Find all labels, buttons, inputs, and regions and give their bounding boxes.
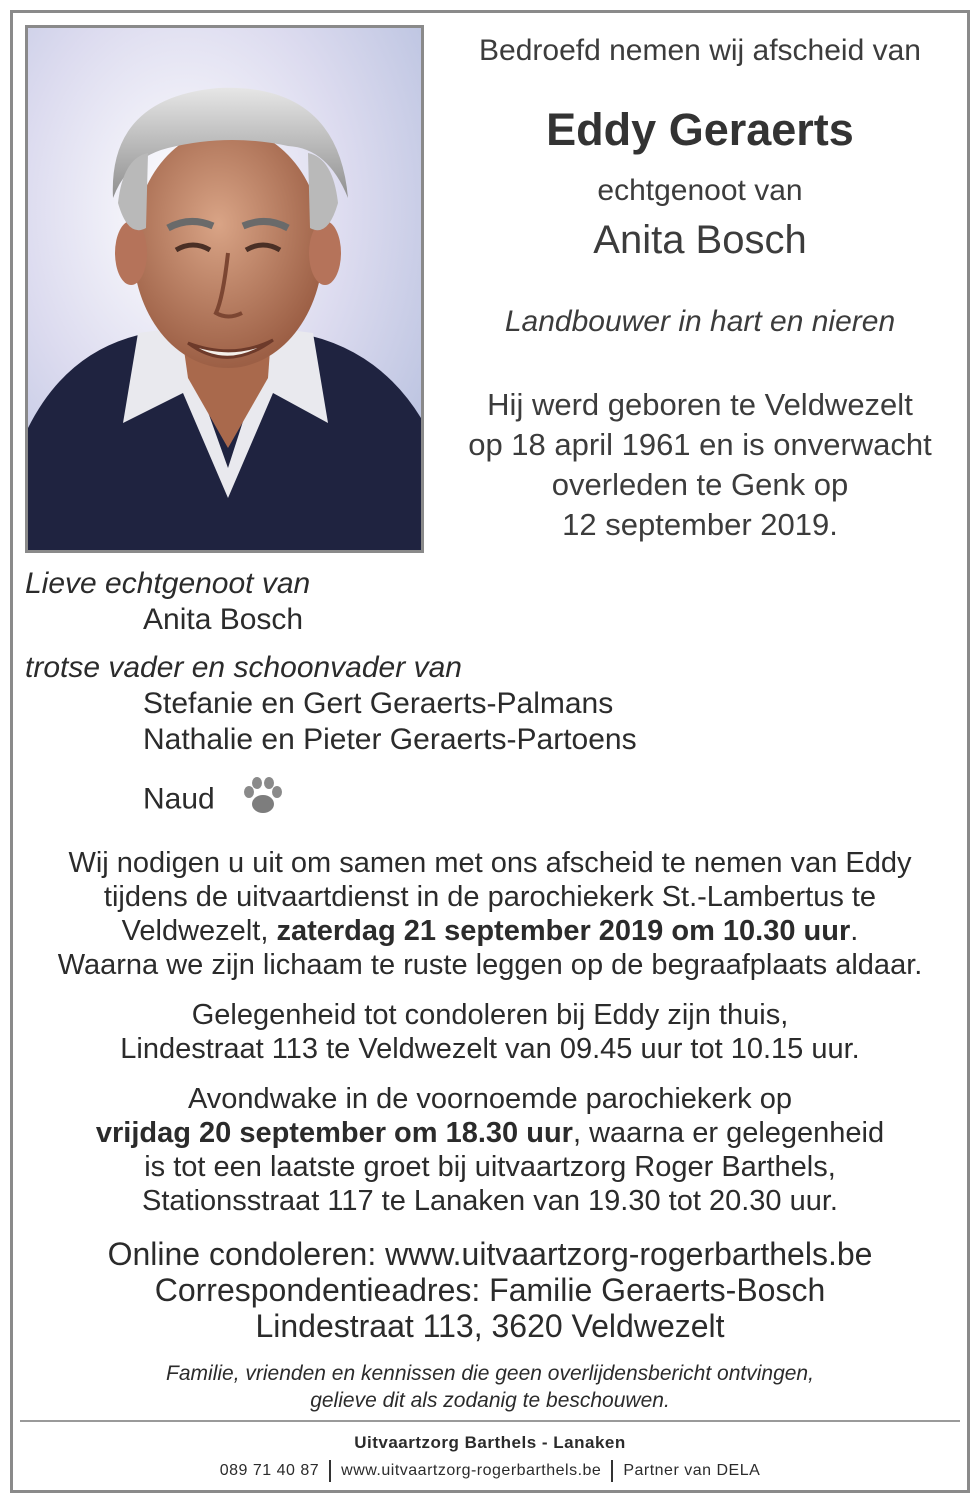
condolence-paragraph <box>20 998 960 1066</box>
service-line: Waarna we zijn lichaam te ruste leggen op de begraafplaats aldaar. <box>57 949 923 981</box>
notice-line: Familie, vrienden en kennissen die geen overlijdensbericht ontvingen, <box>166 1362 814 1385</box>
correspondence-label: Correspondentieadres: Familie Geraerts-Bosch <box>154 1272 826 1308</box>
service-line <box>20 914 960 948</box>
wake-line: Stationsstraat 117 te Lanaken van 19.30 tot 20.30 uur. <box>142 1185 838 1217</box>
service-paragraph <box>20 846 960 982</box>
footer-separator <box>611 1460 613 1482</box>
condolence-line: Lindestraat 113 te Veldwezelt van 09.45 uur tot 10.15 uur. <box>120 1033 860 1065</box>
footer-contact <box>20 1460 960 1482</box>
birth-line: op 18 april 1961 en is onverwacht <box>468 427 932 462</box>
birth-line: overleden te Genk op <box>551 467 849 502</box>
footer-partner: Partner van DELA <box>623 1462 761 1480</box>
portrait-photo <box>25 25 424 553</box>
footer-divider <box>20 1420 960 1422</box>
footer-phone: 089 71 40 87 <box>219 1462 320 1480</box>
intro-text: Bedroefd nemen wij afscheid van <box>479 34 921 67</box>
online-condolence: Online condoleren: www.uitvaartzorg-rogerbarthels.be <box>107 1236 873 1272</box>
service-datetime: zaterdag 21 september 2019 om 10.30 uur <box>276 915 851 947</box>
contact-paragraph <box>20 1236 960 1344</box>
wake-line <box>20 1116 960 1150</box>
pet-entry <box>25 774 725 816</box>
children-label: trotse vader en schoonvader van <box>25 651 462 684</box>
footer-separator <box>329 1460 331 1482</box>
service-place: Veldwezelt, <box>121 915 277 947</box>
deceased-name: Eddy Geraerts <box>546 104 854 155</box>
funeral-home-name: Uitvaartzorg Barthels - Lanaken <box>354 1433 626 1452</box>
birth-line: 12 september 2019. <box>562 507 838 542</box>
notice-line: gelieve dit als zodanig te beschouwen. <box>310 1389 670 1412</box>
motto: Landbouwer in hart en nieren <box>504 305 896 338</box>
condolence-line: Gelegenheid tot condoleren bij Eddy zijn thuis, <box>191 999 789 1031</box>
birth-death-text <box>440 385 960 545</box>
footer-website[interactable]: www.uitvaartzorg-rogerbarthels.be <box>341 1462 602 1480</box>
spouse-intro: echtgenoot van <box>597 174 803 207</box>
paw-icon <box>241 774 285 827</box>
wake-line-rest: , waarna er gelegenheid <box>572 1117 885 1149</box>
child-entry: Nathalie en Pieter Geraerts-Partoens <box>143 723 637 756</box>
child-entry: Stefanie en Gert Geraerts-Palmans <box>143 687 614 720</box>
correspondence-address: Lindestraat 113, 3620 Veldwezelt <box>255 1308 725 1344</box>
wake-line: Avondwake in de voornoemde parochiekerk op <box>187 1083 792 1115</box>
spouse-label: Lieve echtgenoot van <box>25 567 311 600</box>
birth-line: Hij werd geboren te Veldwezelt <box>487 387 913 422</box>
service-period: . <box>850 915 859 947</box>
family-spouse-name: Anita Bosch <box>143 603 304 636</box>
family-section <box>25 566 725 816</box>
notice-paragraph <box>20 1360 960 1414</box>
wake-paragraph <box>20 1082 960 1218</box>
pet-name: Naud <box>143 782 215 816</box>
wake-line: is tot een laatste groet bij uitvaartzorg Roger Barthels, <box>144 1151 836 1183</box>
portrait-illustration <box>28 28 421 550</box>
wake-datetime: vrijdag 20 september om 18.30 uur <box>95 1117 573 1149</box>
spouse-name: Anita Bosch <box>593 218 807 262</box>
service-line: tijdens de uitvaartdienst in de parochiekerk St.-Lambertus te <box>103 881 877 913</box>
service-line: Wij nodigen u uit om samen met ons afscheid te nemen van Eddy <box>68 847 912 879</box>
